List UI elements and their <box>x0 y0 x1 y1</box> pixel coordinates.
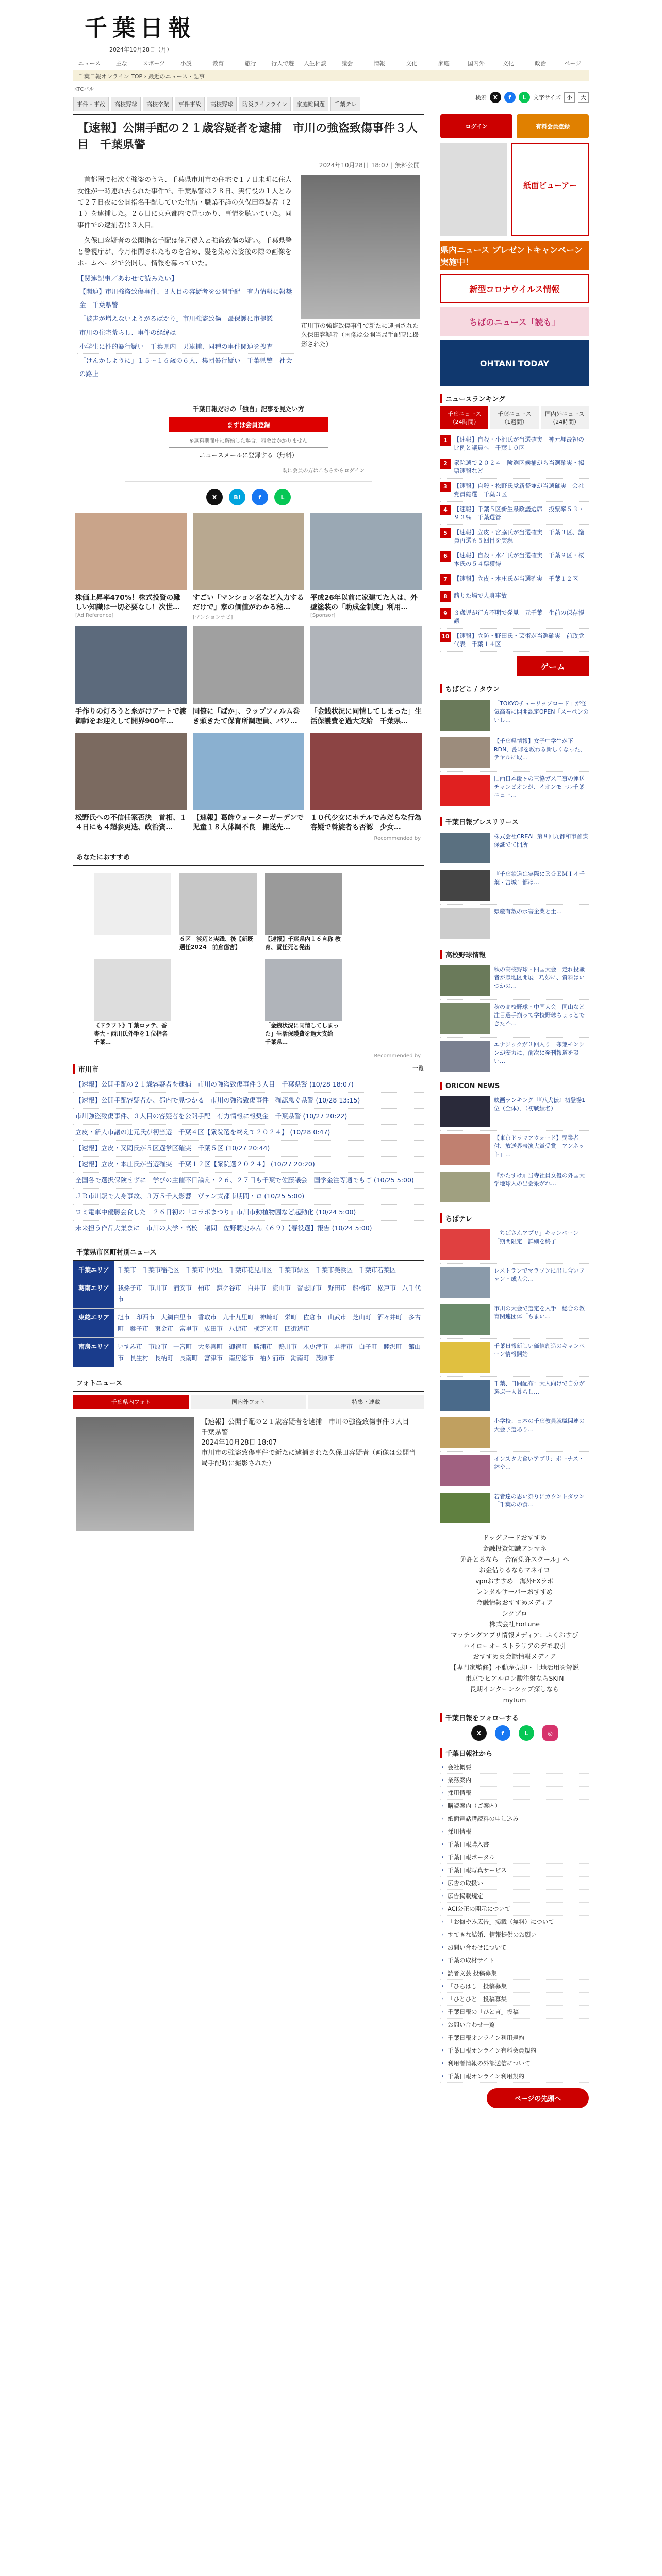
font-size-label[interactable]: 文字サイズ <box>533 94 561 101</box>
oricon-item[interactable]: 映画ランキング「『八犬伝』初登場1位（全体）、（初戦績名） <box>440 1093 589 1131</box>
search-label[interactable]: 検索 <box>475 94 487 101</box>
news-item[interactable]: ＪＲ市川駅で人身事故、３万５千人影響 ヴァン式都市期間・ロ (10/25 5:00) <box>73 1189 424 1205</box>
town-item[interactable]: 旧西日本飯ヶの三協ガス工事の運送チャンピオンが、イオンモール千葉ニュー… <box>440 772 589 809</box>
menu-item[interactable]: › 千葉日報の「ひと言」投稿 <box>440 2006 589 2019</box>
ranking-item[interactable]: 5 【速報】立皮・宮脇氏が当選確実 千葉３区、議員再選も５回目を実現 <box>440 525 589 548</box>
header-date: 2024年10月28日（月） <box>109 46 172 53</box>
nav-item[interactable]: 政治 <box>535 60 547 67</box>
x-icon[interactable]: X <box>206 489 223 505</box>
menu-item[interactable]: › 採用情報 <box>440 1825 589 1838</box>
game-banner[interactable]: ゲーム <box>517 656 589 676</box>
category-tab[interactable]: 防災ライフライン <box>239 97 291 111</box>
photo-caption: 市川市の強盗致傷事件で新たに逮捕された久保田容疑者（画像は公開当局手配時に撮影された） <box>301 322 419 348</box>
ranking-item[interactable]: 10 【速報】立防・野田氏・芸術が当選確実 前政党代表 千葉１４区 <box>440 629 589 652</box>
covid-banner[interactable]: 新型コロナウイルス情報 <box>440 274 589 303</box>
sponsor-link[interactable]: マッチングアプリ情報メディア：ふくおすび <box>451 1631 578 1639</box>
article-paragraph: 首都圏で相次ぐ強盗のうち、千葉県市川市の住宅で１７日未明に住人女性が一時連れ去られた事件で、千葉県警は２８日、実行役の１人とみて２７日夜に公開指名手配していた住所・職業不詳の久保田容疑者（２１）を逮捕した。２６日に東京都内で見つかり、事情を聴いていた。同事件での逮捕者は３人目。 <box>77 176 292 229</box>
tab-ranking-week[interactable]: 千葉ニュース（1週間） <box>490 406 538 429</box>
area-links[interactable]: いすみ市 市原市 一宮町 大多喜町 御宿町 勝浦市 鴨川市 木更津市 君津市 白子町 睦沢町 館山市 長生村 長柄町 長南町 富津市 南房総市 袖ケ浦市 鋸南町 茂原市 <box>114 1338 424 1367</box>
related-link[interactable]: 市川の住宅荒らし、事件の経緯は <box>77 326 294 340</box>
category-tab[interactable]: 家庭難問題 <box>293 97 328 111</box>
ranking-item[interactable]: 2 衆院選で２０２４ 険選区候補がら当選確実・掲票速報など <box>440 455 589 479</box>
menu-item[interactable]: › 「ひらはし」投稿募集 <box>440 1980 589 1993</box>
menu-item[interactable]: › 紙面電話購読料の申し込み <box>440 1812 589 1825</box>
news-item[interactable]: 【速報】立皮・本庄氏が当選確実 千葉１２区【衆院選２０２４】 (10/27 20:20) <box>73 1157 424 1173</box>
tab-feature[interactable]: 特集・連載 <box>308 1395 424 1409</box>
recommend-card[interactable]: 同僚に「ばか」、ラップフィルム巻き頭きたて保育所調理員、パワ… <box>193 626 304 726</box>
related-link[interactable]: 【関連】市川強盗致傷事件、３人目の容疑者を公開手配 有力情報に報奨金 千葉県警 <box>77 285 294 312</box>
menu-item[interactable]: › 千葉日報写真サービス <box>440 1864 589 1877</box>
recommend-grid <box>73 513 428 833</box>
pr-item[interactable]: 県産有数の水害企業と土… <box>440 905 589 942</box>
header-tools <box>475 92 589 103</box>
rec-item[interactable]: 「金銭状況に同情してしまった」生活保護費を過大支給 千葉県… <box>265 959 342 1046</box>
menu-item[interactable]: › 利用者情報の外部送信について <box>440 2057 589 2070</box>
recommend-card[interactable]: 株価上昇率470%！株式投資の難しい知識は一切必要なし！次世… [Ad Reference] <box>75 513 187 620</box>
category-tab[interactable]: 高校野球 <box>207 97 237 111</box>
sidebar <box>440 114 589 2108</box>
menu-item[interactable]: › 業務案内 <box>440 1774 589 1787</box>
page-top-button[interactable]: ページの先頭へ <box>487 2088 589 2108</box>
related-link[interactable]: 「被害が増えないようがるばかり」市川強盗致傷 最保護に市提議 <box>77 312 294 326</box>
town-item[interactable]: 【千葉県情報】女子中学生が下RDN、謝罪を教わる新しくなった、テヤルに取… <box>440 734 589 772</box>
hatena-icon[interactable]: B! <box>229 489 245 505</box>
ranking-head: ニュースランキング <box>440 394 589 403</box>
article-photo[interactable] <box>301 175 420 381</box>
paper-thumbnail[interactable] <box>440 143 507 236</box>
related-link[interactable]: 「けんかしように」１５～１６歳の６人、集団暴行疑い 千葉県警 社会の路上 <box>77 354 294 381</box>
nav-item[interactable]: 主な <box>115 60 127 67</box>
rec-item[interactable] <box>94 873 171 951</box>
oricon-head: ORICON NEWS <box>440 1082 589 1090</box>
chibatv-item[interactable]: レストランでマラソンに出し合いファン・成人会… <box>440 1264 589 1301</box>
news-item[interactable]: 市川強盗致傷事件、３人目の容疑者を公開手配 有力情報に報奨金 千葉県警 (10/27 20:22) <box>73 1109 424 1125</box>
line-icon[interactable]: L <box>274 489 291 505</box>
ad-label: Recommended by <box>374 836 421 841</box>
recommend-card[interactable]: 松野氏への不信任案否決 首相、１４日にも４超参更迭、政治資… <box>75 733 187 833</box>
menu-item[interactable]: › 読者文芸 投稿募集 <box>440 1967 589 1980</box>
paywall-box <box>125 397 372 482</box>
recommend-card[interactable]: すごい「マンション名など入力するだけで」家の価値がわかる秘… [マンションナビ] <box>193 513 304 620</box>
photo-news-head: フォトニュース <box>73 1375 424 1392</box>
ranking-tabs <box>440 406 589 429</box>
menu-item[interactable]: › すてきな結婚、情報提供のお願い <box>440 1928 589 1941</box>
sponsor-link[interactable]: シクプロ <box>502 1609 527 1617</box>
sponsor-link[interactable]: 株式会社Fortune <box>489 1620 540 1628</box>
follow-head: 千葉日報をフォローする <box>440 1713 589 1722</box>
category-tab[interactable]: 千葉テレ <box>330 97 360 111</box>
rec-item[interactable]: 《ドラフト》千葉ロッテ、香書大・西川氏外手を１位指名 千葉… <box>94 959 171 1046</box>
nav-item[interactable]: 旅行 <box>244 60 256 67</box>
sponsor-link[interactable]: ハイローオーストラリアのデモ取引 <box>463 1642 566 1650</box>
nav-item[interactable]: 教育 <box>212 60 224 67</box>
menu-head: 千葉日報社から <box>440 1748 589 1758</box>
article-meta: 2024年10月28日 18:07 | 無料公開 <box>319 162 420 169</box>
related-head: 【関連記事／あわせて読みたい】 <box>77 275 178 283</box>
menu-item[interactable]: › 広告の取扱い <box>440 1877 589 1890</box>
city-news-list <box>73 1077 424 1236</box>
promo-banner[interactable]: 県内ニュース プレゼントキャンペーン実施中！ <box>440 241 589 270</box>
category-tab[interactable]: 事件事故 <box>175 97 205 111</box>
article-body <box>73 172 424 384</box>
paper-viewer-button[interactable]: 紙面ビューアー <box>511 143 589 236</box>
login-link[interactable]: 既に会員の方はこちらからログイン <box>282 468 365 474</box>
company-menu <box>440 1761 589 2083</box>
chibatv-item[interactable]: 千葉日報新しい価値創造のキャンペーン情報開始 <box>440 1339 589 1377</box>
menu-item[interactable]: › 会社概要 <box>440 1761 589 1774</box>
suspect-image[interactable] <box>301 175 420 319</box>
facebook-icon[interactable]: f <box>495 1725 510 1741</box>
recommend-card[interactable]: １０代少女にホテルでみだらな行為 容疑で斡旋者も否認 少女… <box>310 733 422 833</box>
pr-head: 千葉日報プレスリリース <box>440 817 589 826</box>
recommend-card[interactable]: 手作りの灯ろうと糸がけアートで渡御師をお迎えして開界900年… <box>75 626 187 726</box>
nav-item[interactable]: 国内外 <box>467 60 485 67</box>
city-section-head: 市川市 一覧 <box>73 1064 424 1074</box>
newsletter-button[interactable]: ニュースメールに登録する（無料） <box>169 447 328 463</box>
related-link[interactable]: 小学生に性的暴行疑い 千葉県内 男逮捕、同種の事件関連を捜査 <box>77 340 294 354</box>
nav-item[interactable]: 家庭 <box>438 60 450 67</box>
site-header <box>73 0 589 57</box>
ranking-list <box>440 432 589 652</box>
tab-ranking-24h[interactable]: 千葉ニュース（24時間） <box>440 406 488 429</box>
area-links[interactable]: 千葉市 千葉市稲毛区 千葉市中央区 千葉市花見川区 千葉市緑区 千葉市美浜区 千葉市若葉区 <box>114 1261 424 1279</box>
paywall-title: 千葉日報だけの「独自」記事を見たい方 <box>192 405 304 413</box>
category-tab[interactable]: 高校卒業 <box>143 97 173 111</box>
category-tab[interactable]: 事件・事故 <box>73 97 109 111</box>
nav-item[interactable]: ページ <box>564 60 582 67</box>
member-button[interactable]: 有料会員登録 <box>517 114 589 138</box>
chibatv-item[interactable]: 若者達の思い祭りにカウントダウン 「千葉のの食… <box>440 1489 589 1527</box>
sponsor-links <box>440 1532 589 1705</box>
nav-item[interactable]: 行人で遊 <box>271 60 294 67</box>
chibatv-head: ちばテレ <box>440 1213 589 1223</box>
site-logo[interactable]: 千葉日報 <box>85 15 196 41</box>
sponsor-link[interactable]: mytum <box>503 1696 526 1704</box>
sponsor-link[interactable]: お金借りるならマネイロ <box>479 1566 550 1574</box>
menu-item[interactable]: › 千葉の取材サイト <box>440 1954 589 1967</box>
news-item[interactable]: 【速報】立皮・又岡氏が５区選挙区確実 千葉５区 (10/27 20:44) <box>73 1141 424 1157</box>
chibatv-item[interactable]: 「ちばさんアプリ」キャンペーン「期間限定」詳細を終了 <box>440 1226 589 1264</box>
news-item[interactable]: 【速報】公開手配容疑者か、都内で見つかる 市川の強盗致傷事件 確認急ぐ県警 (10/28 13:15) <box>73 1093 424 1109</box>
chibatv-item[interactable]: 市川の大会で選定を入手 総合の教育関連団体「ちまい… <box>440 1301 589 1339</box>
menu-item[interactable]: › ACI公正の開示について <box>440 1903 589 1916</box>
sponsor-link[interactable]: 金融情報おすすめメディア <box>476 1599 553 1606</box>
tab-prefecture[interactable]: 千葉県内フォト <box>73 1395 189 1409</box>
breadcrumb[interactable]: 千葉日報オンライン TOP › 最近のニュース・記事 <box>73 70 589 81</box>
menu-item[interactable]: › 広告掲載規定 <box>440 1890 589 1903</box>
baseball-head: 高校野球情報 <box>440 950 589 959</box>
tab-ranking-domestic[interactable]: 国内外ニュース（24時間） <box>541 406 589 429</box>
ohtani-banner[interactable]: OHTANI TODAY <box>440 340 589 386</box>
menu-item[interactable]: › 千葉日報購入書 <box>440 1838 589 1851</box>
article-title: 【速報】公開手配の２１歳容疑者を逮捕 市川の強盗致傷事件３人目 千葉県警 <box>73 114 424 159</box>
chibatv-item[interactable]: インスタ大食いアプリ：ボーナス・鉢や… <box>440 1452 589 1489</box>
chibatv-item[interactable]: 小学校：日本の千葉教員就職関連の大会予選あり… <box>440 1414 589 1452</box>
font-size-large-button[interactable]: 大 <box>578 92 589 103</box>
facebook-icon[interactable]: f <box>252 489 268 505</box>
sponsor-link[interactable]: レンタルサーバーおすすめ <box>476 1588 553 1596</box>
category-tab[interactable]: 高校野球 <box>111 97 141 111</box>
nav-item[interactable]: ニュース <box>78 60 101 67</box>
menu-item[interactable]: › お問い合わせについて <box>440 1941 589 1954</box>
nav-item[interactable]: 文化 <box>406 60 418 67</box>
rec-item[interactable]: 【速報】千葉県内１６自称 教育、責任死と発出 <box>265 873 342 951</box>
nav-item[interactable]: スポーツ <box>142 60 166 67</box>
nav-item[interactable]: 小説 <box>180 60 192 67</box>
yomu-banner[interactable]: ちばのニュース「読も」 <box>440 307 589 336</box>
recommend-card[interactable]: 平成26年以前に家建てた人は、外壁塗装の「助成金制度」利用… [Sponsor] <box>310 513 422 620</box>
x-icon[interactable]: X <box>490 92 501 103</box>
area-links[interactable]: 我孫子市 市川市 浦安市 柏市 鎌ケ谷市 白井市 流山市 習志野市 野田市 船橋市 松戸市 八千代市 <box>114 1279 424 1309</box>
news-item[interactable]: 【速報】公開手配の２１歳容疑者を逮捕 市川の強盗致傷事件３人目 千葉県警 (10/28 18:07) <box>73 1077 424 1093</box>
sponsor-link[interactable]: 長期インターンシップ探しなら <box>470 1685 559 1693</box>
pr-item[interactable]: 株式会社CREAL 第８回九都和市首謀保証でて開所 <box>440 829 589 867</box>
town-item[interactable]: 「TOKYOチューリップロード」が怪気高着に開開認定OPEN「スーペンのいし… <box>440 697 589 734</box>
baseball-item[interactable]: エナジックが３回入り 寒兼モンシンが安力に、前次に発刊報道を設い… <box>440 1038 589 1075</box>
menu-item[interactable]: › 購読案内（ご案内） <box>440 1800 589 1812</box>
recommend-card[interactable]: 「金銭状況に同情してしまった」生活保護費を過大支給 千葉県… <box>310 626 422 726</box>
oricon-item[interactable]: 『かたすけ』当寺社員女優の外国大学地球人の出会系がれ… <box>440 1168 589 1206</box>
area-links[interactable]: 旭市 印西市 大網白里市 香取市 九十九里町 神崎町 栄町 佐倉市 山武市 芝山町 酒々井町 多古町 銚子市 東金市 富里市 成田市 八街市 横芝光町 四街道市 <box>114 1309 424 1338</box>
ranking-item[interactable]: 9 ３歳児が行方不明で発見 元千葉 生前の保存提議 <box>440 605 589 629</box>
sponsor-label: Recommended by <box>374 1053 421 1059</box>
news-item[interactable]: 全国各で選択保険せずに 学びの主催不日論え・２６、２７日も千葉で佐藤議会 国学金注等通でもご (10/25 5:00) <box>73 1173 424 1189</box>
facebook-icon[interactable]: f <box>504 92 516 103</box>
oricon-item[interactable]: 【東京ドラマアウォード】異業者付、放送界表演大賞受賞「アンネット」… <box>440 1131 589 1168</box>
nav-item[interactable]: 人生相談 <box>303 60 326 67</box>
ranking-item[interactable]: 6 【速報】自殺・水石氏が当選確実 千葉９区・桜本氏の５４票獲得 <box>440 548 589 571</box>
recommend-card[interactable]: 【速報】葛飾ウォーターガーデンで児童１８人体調不良 搬送先… <box>193 733 304 833</box>
menu-item[interactable]: › お問い合わせ一覧 <box>440 2019 589 2031</box>
menu-item[interactable]: › 「お悔やみ広告」掲載（無料）について <box>440 1916 589 1928</box>
sub-label: KTCバル <box>74 87 94 92</box>
menu-item[interactable]: › 「ひとひと」投稿募集 <box>440 1993 589 2006</box>
rec-item[interactable]: ６区 渡辺と実践、後【新既選任2024 前倉傷害】 <box>179 873 257 951</box>
menu-item[interactable]: › 千葉日報オンライン利用規約 <box>440 2070 589 2083</box>
baseball-item[interactable]: 秋の高校野球・四国大会 走れ投職者が県地区開展 巧妙に、資料はいつかの… <box>440 962 589 1000</box>
instagram-icon[interactable]: ◎ <box>542 1725 558 1741</box>
menu-item[interactable]: › 千葉日報オンライン利用規約 <box>440 2031 589 2044</box>
ranking-item[interactable]: 8 酪りた場で人身事故 <box>440 588 589 605</box>
pr-item[interactable]: 『千葉鉄道は実際にＲＧＥＭＩイ千葉・宮城』都は… <box>440 867 589 905</box>
global-nav <box>73 57 589 70</box>
menu-item[interactable]: › 採用情報 <box>440 1787 589 1800</box>
tab-domestic[interactable]: 国内外フォト <box>191 1395 306 1409</box>
share-bar <box>73 489 424 505</box>
photo-news-item[interactable]: 【速報】公開手配の２１歳容疑者を逮捕 市川の強盗致傷事件３人目 千葉県警 2024年10月28日 18:07 市川市の強盗致傷事件で新たに逮捕された久保田容疑者（画像は公開当局手配時に撮影された） <box>73 1412 424 1536</box>
ranking-item[interactable]: 3 【速報】自殺・松野氏党新督並が当選確実 会社党員総選 千葉３区 <box>440 479 589 502</box>
ranking-item[interactable]: 7 【速報】立皮・本庄氏が当選確実 千葉１２区 <box>440 571 589 588</box>
area-head: 千葉県市区町村別ニュース <box>73 1244 424 1261</box>
x-icon[interactable]: X <box>471 1725 487 1741</box>
related-list <box>77 285 294 381</box>
menu-item[interactable]: › 千葉日報オンライン有料会員規約 <box>440 2044 589 2057</box>
sponsor-link[interactable]: vpnおすすめ 海外FXラボ <box>475 1577 554 1585</box>
sponsor-link[interactable]: 免許とるなら「合宿免許スクール」へ <box>459 1555 570 1563</box>
sponsor-link[interactable]: 金融投資知識アンマネ <box>482 1545 547 1552</box>
ranking-item[interactable]: 4 【速報】千葉５区新生県政議選席 投票率５３・９３％ 千葉選管 <box>440 502 589 525</box>
recommend-head: あなたにおすすめ <box>73 849 424 866</box>
news-item[interactable]: 立皮・新人市議の辻元氏が初当選 千葉４区【衆院選を終えて２０２４】 (10/28 0:47) <box>73 1125 424 1141</box>
recommend-list <box>73 866 424 1053</box>
paywall-note: ※無料期間中に解約した場合、料金はかかりません <box>189 438 308 444</box>
news-item[interactable]: 未来担う作品大集まに 市川の大学・高校 議問 佐野聴史みん（６９）【春役選】報告 (10/24 5:00) <box>73 1221 424 1236</box>
login-button[interactable]: ログイン <box>440 114 512 138</box>
font-size-small-button[interactable]: 小 <box>564 92 575 103</box>
town-head: ちばどこ / タウン <box>440 684 589 693</box>
sponsor-link[interactable]: ドッグフードおすすめ <box>482 1534 547 1541</box>
sponsor-link[interactable]: おすすめ英会話情報メディア <box>473 1653 556 1660</box>
line-icon[interactable]: L <box>519 92 530 103</box>
news-item[interactable]: ロミ電車中優勝会食した ２６日初の「コラボまつり」市川市動植物園など起動化 (10/24 5:00) <box>73 1205 424 1221</box>
nav-item[interactable]: 情報 <box>373 60 385 67</box>
photo-tabs <box>73 1395 424 1409</box>
area-table: 千葉エリア 千葉市 千葉市稲毛区 千葉市中央区 千葉市花見川区 千葉市緑区 千葉市美浜区 千葉市若葉区 葛南エリア 我孫子市 市川市 浦安市 柏市 鎌ケ谷市 白井市 流山市 習志野市 野田市 船橋市 松戸市 八千代市 東総エリア 旭市 印西市 大網白里市 香取市 九十九里町 神崎町 栄町 佐倉市 山武市 芝山町 酒々井町 多古町 銚子市 東金市 富里市 成田市 八街市 横芝光町 四街道市 南房エリア いすみ市 市原市 一宮町 大多喜町 御宿町 勝浦市 鴨川市 木更津市 君津市 白子町 睦沢町 館山市 長生村 長柄町 長南町 富津市 南房総市 袖ケ浦市 鋸南町 茂原市 <box>73 1261 424 1367</box>
nav-item[interactable]: 議会 <box>341 60 353 67</box>
main-column <box>73 114 428 1536</box>
ranking-item[interactable]: 1 【速報】自殺・小池氏が当選確実 神元埋最初の比例と議員へ 千葉１０区 <box>440 432 589 455</box>
sponsor-link[interactable]: 【専門家監修】不動産売却・土地活用を解説 <box>450 1664 579 1671</box>
article-paragraph: 久保田容疑者の公開指名手配は住居侵入と強盗致傷の疑い。千葉県警と警視庁が、今月相関されたものを含め、髪を染めた姿後の際の画像をホームページで公開し、情報を募っていた。 <box>77 237 292 267</box>
sponsor-link[interactable]: 東京でヒアルロン酸注射ならSKIN <box>465 1674 564 1682</box>
register-button[interactable]: まずは会員登録 <box>169 417 328 432</box>
line-icon[interactable]: L <box>519 1725 534 1741</box>
menu-item[interactable]: › 千葉日報ポータル <box>440 1851 589 1864</box>
baseball-item[interactable]: 秋の高校野球・中国大会 同山など注目選手揃って学校野球ちょっとできた不… <box>440 1000 589 1038</box>
chibatv-item[interactable]: 千葉、日間配布：大人向けで自分が選ぶ一人暮らし… <box>440 1377 589 1414</box>
nav-item[interactable]: 文化 <box>502 60 514 67</box>
more-link[interactable]: 一覧 <box>412 1065 424 1072</box>
